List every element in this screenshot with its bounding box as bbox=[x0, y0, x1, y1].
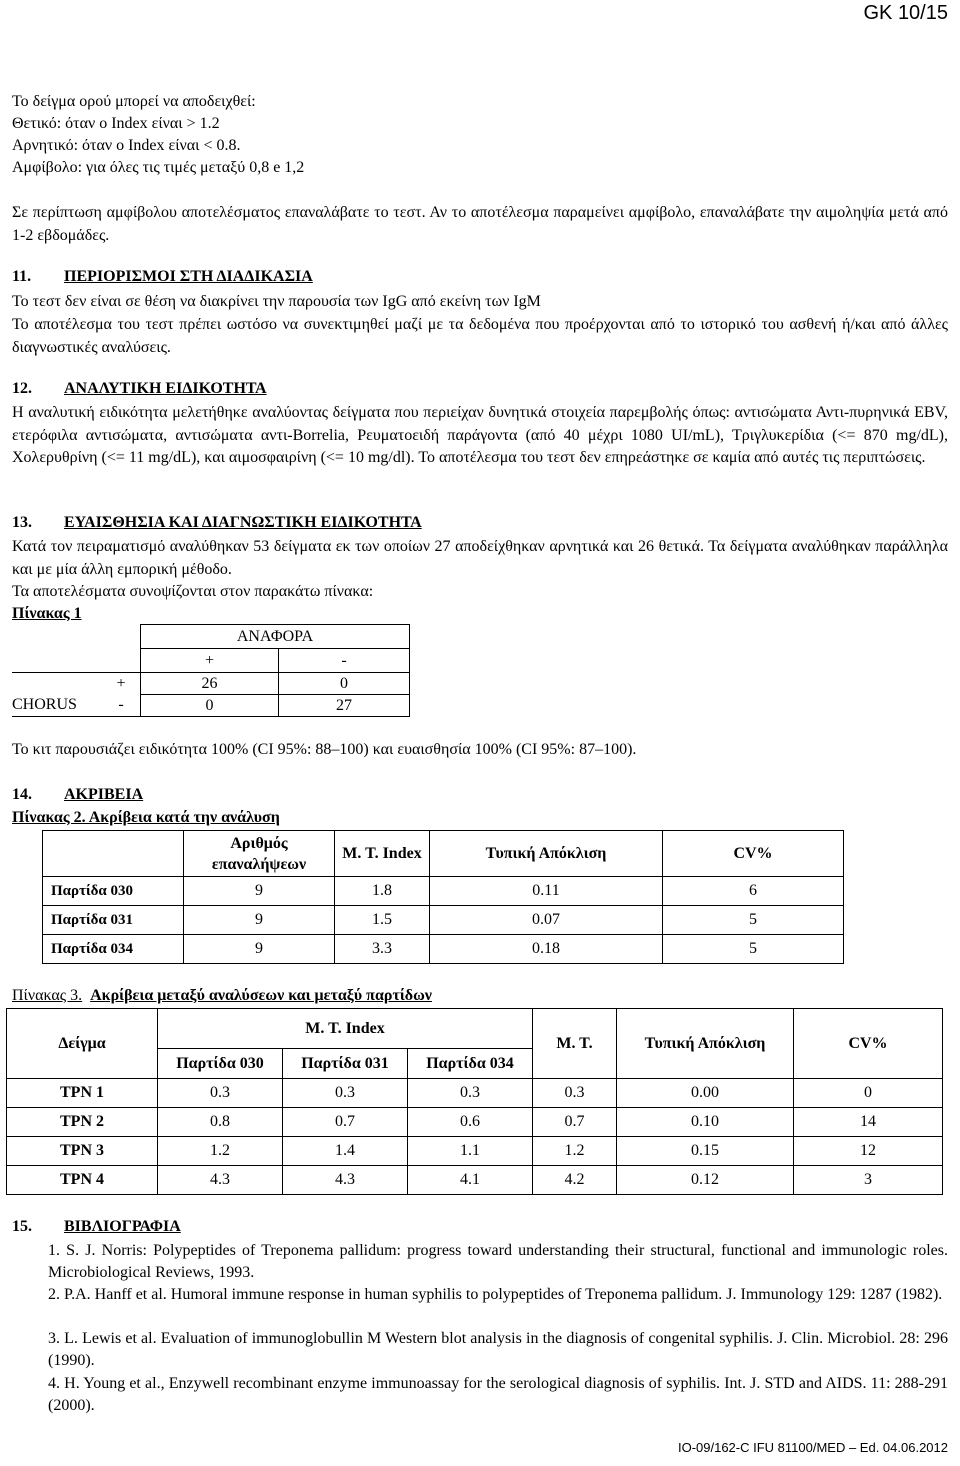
table-1-reference-header: ΑΝΑΦΟΡΑ bbox=[141, 625, 410, 649]
table-3-row-label: TPN 2 bbox=[7, 1108, 158, 1137]
section-title: ΑΚΡΙΒΕΙΑ bbox=[64, 786, 144, 803]
table-3-cell: 0.3 bbox=[533, 1079, 617, 1108]
table-2-cell: 3.3 bbox=[335, 935, 430, 964]
table-3-cell: 0.3 bbox=[158, 1079, 283, 1108]
table-2-cell: 1.5 bbox=[335, 906, 430, 935]
table-2-cell: 9 bbox=[184, 877, 335, 906]
table-3-header-mt-index: M. T. Index bbox=[158, 1009, 533, 1049]
table-3-title-number: Πίνακας 3. bbox=[12, 987, 83, 1004]
table-2-header: Τυπική Απόκλιση bbox=[430, 831, 663, 877]
table-1-cell: 27 bbox=[279, 695, 410, 717]
table-2-cell: 5 bbox=[663, 935, 844, 964]
table-row bbox=[7, 1079, 943, 1108]
table-1-row-label: CHORUS bbox=[12, 695, 102, 717]
table-2-header: M. T. Index bbox=[335, 831, 430, 877]
table-3-header-sd: Τυπική Απόκλιση bbox=[617, 1009, 794, 1079]
table-2-row-label: Παρτίδα 034 bbox=[43, 935, 184, 964]
section-13-text-2: Τα αποτελέσματα συνοψίζονται στον παρακάτω πίνακα: bbox=[12, 583, 374, 600]
intro-line-3: Αρνητικό: όταν ο Index είναι < 0.8. bbox=[12, 137, 241, 154]
table-1-col-minus: - bbox=[279, 649, 410, 673]
table-3-cell: 12 bbox=[794, 1137, 943, 1166]
table-3-header-lot-034: Παρτίδα 034 bbox=[408, 1049, 533, 1079]
reference-2: 2. P.A. Hanff et al. Humoral immune response in human syphilis to polypeptides of Treponema pallidum. J. Immunology 129: 1287 (1982). bbox=[48, 1286, 943, 1303]
table-3-cell: 0.7 bbox=[533, 1108, 617, 1137]
table-1-row-minus: - bbox=[102, 695, 141, 717]
table-3-title bbox=[12, 986, 432, 1006]
table-2-header: Αριθμός επαναλήψεων bbox=[184, 831, 335, 877]
table-3-header-mt: M. T. bbox=[533, 1009, 617, 1079]
table-1-summary: Το κιτ παρουσιάζει ειδικότητα 100% (CI 95%: 88–100) και ευαισθησία 100% (CI 95%: 87–100). bbox=[12, 741, 637, 758]
section-11-text-2: Το αποτέλεσμα του τεστ πρέπει ωστόσο να συνεκτιμηθεί μαζί με τα δεδομένα που προέρχονται από το ιστορικό του ασθενή ή/και από άλλες διαγνωστικές αναλύσεις. bbox=[12, 316, 948, 356]
footer-document-code: IO-09/162-C IFU 81100/MED – Ed. 04.06.2012 bbox=[677, 1440, 948, 1455]
reference-4: 4. H. Young et al., Enzywell recombinant enzyme immunoassay for the serological diagnosis of syphilis. Int. J. STD and AIDS. 11: 288-291 (2000). bbox=[48, 1375, 948, 1414]
table-3-cell: 0.8 bbox=[158, 1108, 283, 1137]
intro-line-1: Το δείγμα ορού μπορεί να αποδειχθεί: bbox=[12, 93, 256, 110]
table-2-title: Πίνακας 2. Ακρίβεια κατά την ανάλυση bbox=[12, 809, 280, 826]
reference-3: 3. L. Lewis et al. Evaluation of immunoglobullin M Western blot analysis in the diagnosis of congenital syphilis. J. Clin. Microbiol. 28: 296 (1990). bbox=[48, 1330, 948, 1369]
section-13-text-1: Κατά τον πειραματισμό αναλύθηκαν 53 δείγματα εκ των οποίων 27 αποδείχθηκαν αρνητικά και 26 θετικά. Τα δείγματα αναλύθηκαν παράλληλα και με μία άλλη εμπορική μέθοδο. bbox=[12, 538, 948, 578]
section-title: ΕΥΑΙΣΘΗΣΙΑ ΚΑΙ ΔΙΑΓΝΩΣΤΙΚΗ ΕΙΔΙΚΟΤΗΤΑ bbox=[64, 514, 422, 531]
table-3-cell: 0.7 bbox=[283, 1108, 408, 1137]
table-2 bbox=[42, 830, 844, 964]
table-3-cell: 14 bbox=[794, 1108, 943, 1137]
table-3-cell: 0.12 bbox=[617, 1166, 794, 1195]
table-3-cell: 0.10 bbox=[617, 1108, 794, 1137]
table-3-row-label: TPN 1 bbox=[7, 1079, 158, 1108]
table-3-row-label: TPN 3 bbox=[7, 1137, 158, 1166]
table-1-cell: 26 bbox=[141, 673, 279, 695]
table-row bbox=[43, 906, 844, 935]
table-3-cell: 4.1 bbox=[408, 1166, 533, 1195]
table-2-cell: 9 bbox=[184, 906, 335, 935]
section-number: 15. bbox=[12, 1218, 32, 1235]
section-14-heading bbox=[12, 786, 143, 804]
table-3-cell: 0 bbox=[794, 1079, 943, 1108]
section-number: 14. bbox=[12, 786, 32, 803]
table-3-row-label: TPN 4 bbox=[7, 1166, 158, 1195]
table-2-header: CV% bbox=[663, 831, 844, 877]
table-3-cell: 1.1 bbox=[408, 1137, 533, 1166]
section-12-heading bbox=[12, 380, 267, 398]
intro-repeat-paragraph: Σε περίπτωση αμφίβολου αποτελέσματος επαναλάβατε το τεστ. Αν το αποτέλεσμα παραμείνει αμφίβολο, επαναλάβατε την αιμοληψία μετά από 1-2 εβδομάδες. bbox=[12, 204, 948, 244]
table-3-header-cv: CV% bbox=[794, 1009, 943, 1079]
section-15-heading bbox=[12, 1218, 181, 1236]
section-12-text: Η αναλυτική ειδικότητα μελετήθηκε αναλύοντας δείγματα που περιείχαν δυνητικά στοιχεία παρεμβολής όπως: αντισώματα Αντι-πυρηνικά EBV, ετερόφιλα αντισώματα, αντισώματα αντι-Borrelia, Ρευματοειδή παράγοντα (από 40 μέχρι 1080 UI/mL), Τριγλυκερίδια (<= 870 mg/dL), Χολερυθρίνη (<= 11 mg/dL), και αιμοσφαιρίνη (<= 10 mg/dl). Το αποτέλεσμα του τεστ δεν επηρεάστηκε σε καμία από αυτές τις περιπτώσεις. bbox=[12, 404, 948, 466]
table-2-cell: 5 bbox=[663, 906, 844, 935]
table-3-cell: 4.3 bbox=[283, 1166, 408, 1195]
section-11-text-1: Το τεστ δεν είναι σε θέση να διακρίνει την παρουσία των IgG από εκείνη των IgM bbox=[12, 293, 541, 310]
table-3-cell: 1.4 bbox=[283, 1137, 408, 1166]
table-3-cell: 0.3 bbox=[408, 1079, 533, 1108]
table-2-row-label: Παρτίδα 030 bbox=[43, 877, 184, 906]
table-3 bbox=[6, 1008, 943, 1195]
section-title: ΑΝΑΛΥΤΙΚΗ ΕΙΔΙΚΟΤΗΤΑ bbox=[64, 380, 267, 397]
table-1-col-plus: + bbox=[141, 649, 279, 673]
table-2-row-label: Παρτίδα 031 bbox=[43, 906, 184, 935]
table-2-cell: 6 bbox=[663, 877, 844, 906]
table-1-title: Πίνακας 1 bbox=[12, 605, 82, 622]
table-3-cell: 3 bbox=[794, 1166, 943, 1195]
section-number: 13. bbox=[12, 514, 32, 531]
section-number: 12. bbox=[12, 380, 32, 397]
table-3-header-sample: Δείγμα bbox=[7, 1009, 158, 1079]
section-11-heading bbox=[12, 268, 313, 286]
table-1 bbox=[12, 624, 410, 717]
table-2-cell: 1.8 bbox=[335, 877, 430, 906]
table-1-cell: 0 bbox=[279, 673, 410, 695]
table-row bbox=[43, 935, 844, 964]
section-13-heading bbox=[12, 514, 422, 532]
table-3-cell: 0.15 bbox=[617, 1137, 794, 1166]
section-number: 11. bbox=[12, 268, 32, 285]
table-1-cell: 0 bbox=[141, 695, 279, 717]
table-2-cell: 0.11 bbox=[430, 877, 663, 906]
table-3-cell: 0.00 bbox=[617, 1079, 794, 1108]
table-2-cell: 0.07 bbox=[430, 906, 663, 935]
table-3-header-lot-030: Παρτίδα 030 bbox=[158, 1049, 283, 1079]
table-row bbox=[7, 1108, 943, 1137]
intro-line-2: Θετικό: όταν ο Index είναι > 1.2 bbox=[12, 115, 220, 132]
section-title: ΒΙΒΛΙΟΓΡΑΦΙΑ bbox=[64, 1218, 181, 1235]
intro-line-4: Αμφίβολο: για όλες τις τιμές μεταξύ 0,8 e 1,2 bbox=[12, 159, 305, 176]
section-title: ΠΕΡΙΟΡΙΣΜΟΙ ΣΤΗ ΔΙΑΔΙΚΑΣΙΑ bbox=[64, 268, 313, 285]
table-3-header-lot-031: Παρτίδα 031 bbox=[283, 1049, 408, 1079]
table-3-cell: 4.3 bbox=[158, 1166, 283, 1195]
table-3-cell: 0.3 bbox=[283, 1079, 408, 1108]
table-row bbox=[43, 877, 844, 906]
table-3-cell: 0.6 bbox=[408, 1108, 533, 1137]
table-3-cell: 1.2 bbox=[533, 1137, 617, 1166]
table-3-title-text: Ακρίβεια μεταξύ αναλύσεων και μεταξύ παρτίδων bbox=[90, 987, 432, 1004]
table-2-cell: 0.18 bbox=[430, 935, 663, 964]
table-3-cell: 4.2 bbox=[533, 1166, 617, 1195]
table-row bbox=[7, 1166, 943, 1195]
table-1-row-plus: + bbox=[102, 673, 141, 695]
reference-1: 1. S. J. Norris: Polypeptides of Treponema pallidum: progress toward understanding their structural, functional and immunologic roles. Microbiological Reviews, 1993. bbox=[48, 1242, 948, 1281]
table-2-cell: 9 bbox=[184, 935, 335, 964]
page-number: GK 10/15 bbox=[863, 2, 948, 24]
table-row bbox=[7, 1137, 943, 1166]
table-3-cell: 1.2 bbox=[158, 1137, 283, 1166]
